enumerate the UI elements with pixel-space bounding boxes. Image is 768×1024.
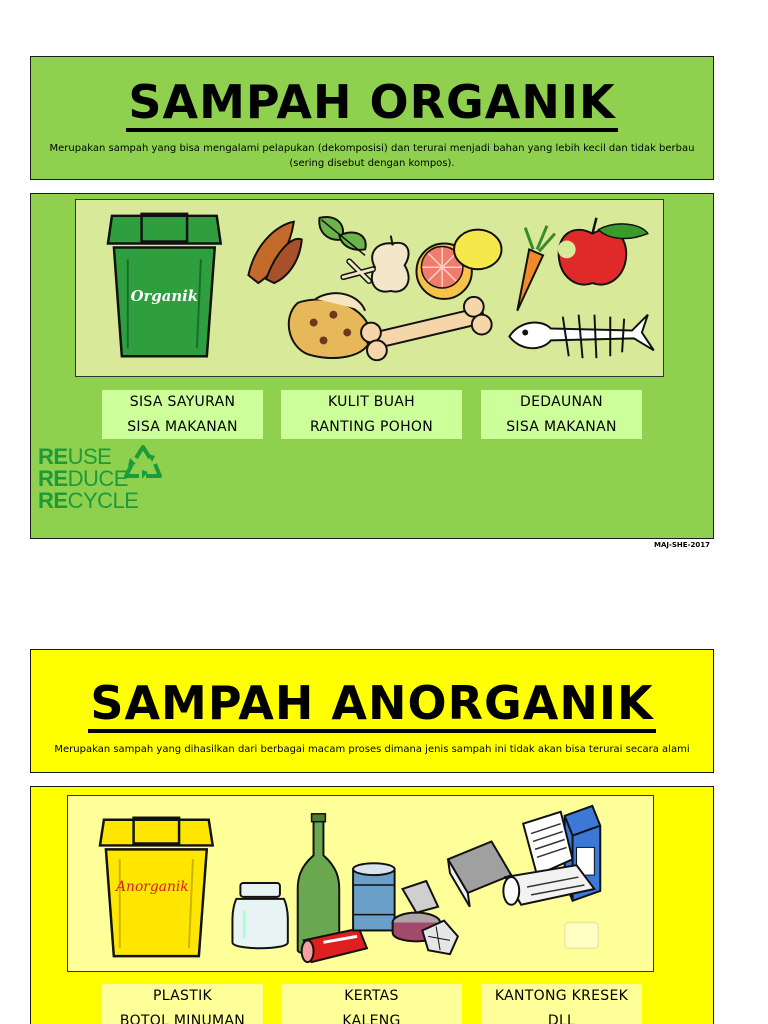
inorganic-label-2	[281, 984, 462, 1024]
organic-title: SAMPAH ORGANIK	[31, 75, 713, 132]
fish-skeleton-icon	[509, 315, 653, 359]
vegetable-icon	[248, 222, 301, 283]
cookie-icon	[289, 293, 371, 358]
label-line: SISA MAKANAN	[127, 419, 238, 435]
label-line: KULIT BUAH	[328, 394, 415, 410]
label-line: KERTAS	[344, 988, 399, 1004]
recycle-line: RECYCLE	[38, 488, 139, 513]
label-line: BOTOL MINUMAN	[119, 1013, 246, 1024]
bone-piece-icon	[343, 261, 373, 281]
label-line: PLASTIK	[153, 988, 212, 1004]
organic-bin-icon	[108, 214, 221, 356]
apple-icon	[558, 218, 648, 285]
label-line: KALENG	[342, 1013, 401, 1024]
organic-code: MAJ-SHE-2017	[654, 541, 710, 549]
svg-text:Anorganik: Anorganik	[116, 878, 189, 895]
label-line: KANTONG KRESEK	[494, 988, 629, 1004]
inorganic-bin-icon	[100, 818, 213, 956]
plastic-bag-icon	[565, 923, 599, 949]
apple-core-icon	[372, 236, 409, 292]
inorganic-label-1	[102, 984, 263, 1024]
carrot-icon	[517, 226, 555, 311]
box-icon	[448, 841, 511, 906]
organic-header-panel	[30, 56, 714, 180]
lemon-icon	[454, 230, 501, 270]
reuse-line: REUSE	[38, 444, 112, 469]
inorganic-illustration	[67, 795, 654, 972]
label-line: DLL	[547, 1013, 576, 1024]
glass-jar-icon	[232, 883, 287, 948]
inorganic-header-panel	[30, 649, 714, 773]
recycle-icon	[122, 444, 164, 482]
leaf-icon	[319, 217, 365, 255]
organic-illustration	[75, 199, 664, 377]
organic-label-1	[102, 390, 263, 439]
reduce-line: REDUCE	[38, 466, 128, 491]
label-line: SISA SAYURAN	[129, 394, 236, 410]
svg-text:Organik: Organik	[130, 287, 199, 305]
organic-description: Merupakan sampah yang bisa mengalami pelapukan (dekomposisi) dan terurai menjadi bahan yang lebih kecil dan tidak berbau (sering disebut dengan kompos).	[49, 143, 695, 169]
label-line: DEDAUNAN	[520, 394, 603, 410]
organic-label-2	[281, 390, 462, 439]
inorganic-title: SAMPAH ANORGANIK	[31, 676, 713, 733]
label-line: SISA MAKANAN	[506, 419, 617, 435]
inorganic-description: Merupakan sampah yang dihasilkan dari berbagai macam proses dimana jenis sampah ini tidak akan bisa terurai secara alami	[54, 744, 690, 755]
reuse-reduce-recycle-logo	[38, 446, 178, 530]
bone-icon	[361, 297, 492, 360]
tin-can-icon	[353, 863, 395, 930]
organic-label-3	[481, 390, 642, 439]
inorganic-label-3	[481, 984, 642, 1024]
label-line: RANTING POHON	[309, 419, 434, 435]
